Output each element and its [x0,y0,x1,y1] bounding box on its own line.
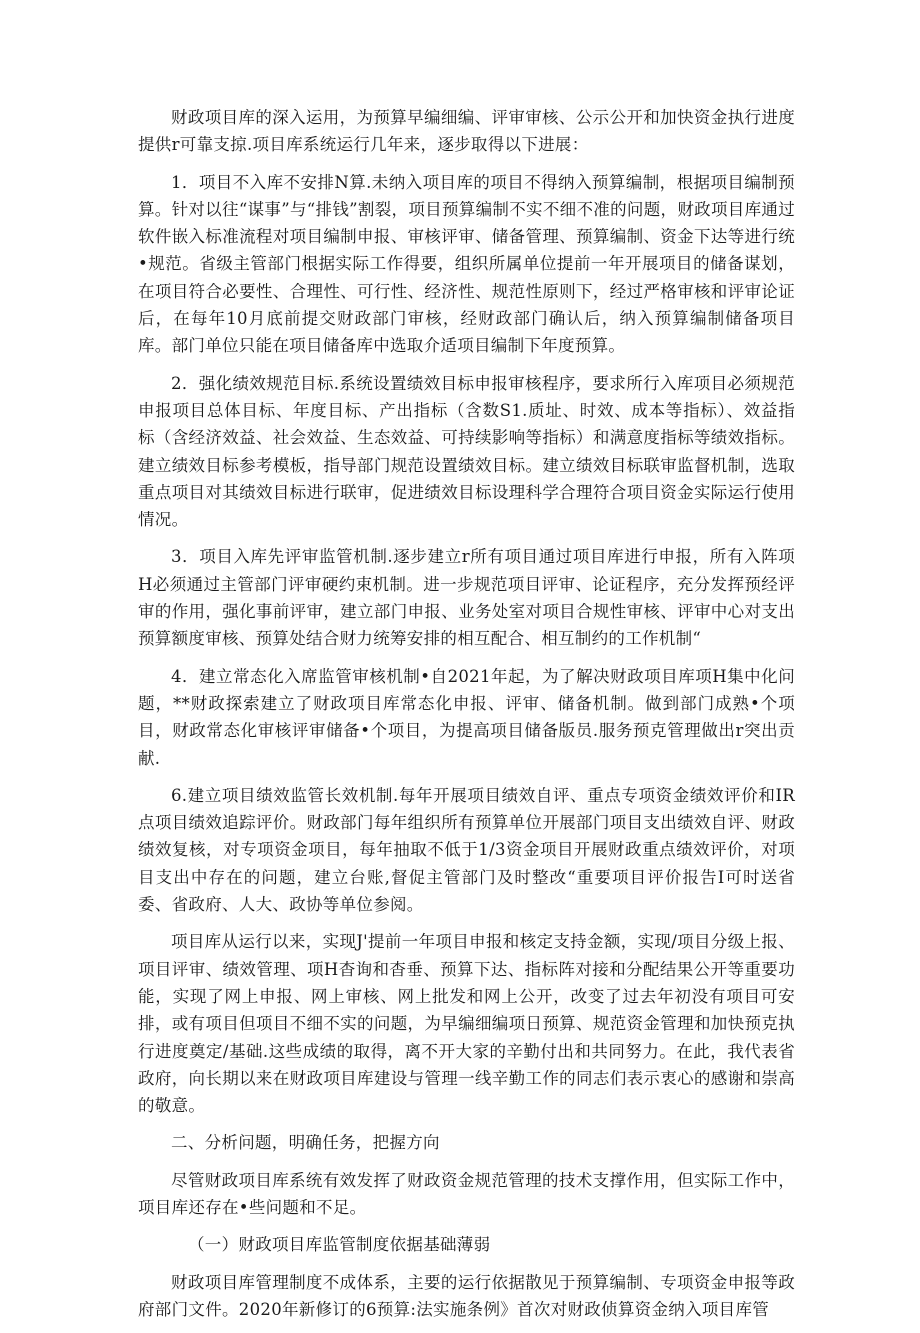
section-intro-paragraph: 尽管财政项目库系统有效发挥了财政资金规范管理的技术支撑作用，但实际工作中，项目库还存在•些问题和不足。 [138,1170,795,1217]
progress-item-4: 4．建立常态化入席监管审核机制•自2021年起，为了解决财政项目库项H集中化问题，**财政探索建立了财政项目库常态化申报、评审、储备机制。做到部门成熟•个项目，财政常态化审核评审储备•个项目，为提高项目储备版员.服务预克管理做出r突出贡献. [138,666,795,768]
progress-item-1: 1．项目不入库不安排N算.未纳入项目库的项目不得纳入预算编制，根据项目编制预算。针对以往“谋事”与“排钱”割裂，项目预算编制不实不细不准的问题，财政项目库通过软件嵌入标准流程对项目编制申报、审核评审、储备管理、预算编制、资金下达等进行统•规范。省级主管部门根据实际工作得要，组织所属单位提前一年开展项目的储备谋划，在项目符合必要性、合理性、可行性、经济性、规范性原则下，经过严格审核和评审论证后，在每年10月底前提交财政部门审核，经财政部门确认后，纳入预算编制储备项目库。部门单位只能在项目储备库中选取介适项目编制下年度预算。 [138,172,795,356]
section-heading: 二、分析问题，明确任务，把握方向 [171,1133,440,1153]
progress-item-3: 3．项目入库先评审监管机制.逐步建立r所有项目通过项目库进行申报，所有入阵项H必须通过主管部门评审硬约束机制。进一步规范项目评审、论证程序，充分发挥预经评审的作用，强化事前评审，建立部门申报、业务处室对项目合规性审核、评审中心对支出预算额度审核、预算处结合财力统筹安排的相互配合、相互制约的工作机制“ [138,547,795,649]
progress-item-6: 6.建立项目绩效监管长效机制.每年开展项目绩效自评、重点专项资金绩效评价和IR点项目绩效追踪评价。财政部门每年组织所有预算单位开展部门项目支出绩效自评、财政绩效复核，对专项资金项目，每年抽取不低于1/3资金项目开展财政重点绩效评价，对项目支出中存在的问题，建立台账,督促主管部门及时整改“重要项目评价报告I可时送省委、省政府、人大、政协等单位参阅。 [138,785,795,915]
intro-paragraph: 财政项目库的深入运用，为预算早编细编、评审审核、公示公开和加快资金执行进度提供r可靠支掠.项目库系统运行几年来，逐步取得以下进展： [138,108,795,155]
document-page [138,104,795,1333]
summary-paragraph: 项目库从运行以来，实现J'提前一年项目申报和核定支持金额，实现/项目分级上报、项目评审、绩效管理、项H杳询和杳垂、预算下达、指标阵对接和分配结果公开等重要功能，实现了网上申报、网上审核、网上批发和网上公开，改变了过去年初没有项目可安排，或有项目但项目不细不实的问题，为早编细编项日预算、规范资金管理和加快预克执行进度奠定/基础.这些成绩的取得，离不开大家的辛勤付出和共同努力。在此，我代表省政府，向长期以来在财政项目库建设与管理一线辛勤工作的同志们表示衷心的感谢和崇高的敬意。 [138,932,795,1116]
progress-item-2: 2．强化绩效规范目标.系统设置绩效目标申报审核程序，要求所行入库项目必须规范申报项目总体目标、年度目标、产出指标（含数S1.质址、时效、成本等指标）、效益指标（含经济效益、社会效益、生态效益、可持续影响等指标）和满意度指标等绩效指标。建立绩效目标参考模板，指导部门规范设置绩效目标。建立绩效目标联审监督机制，选取重点项目对其绩效目标进行联审，促进绩效目标设理科学合理符合项目资金实际运行使用情况。 [138,373,795,530]
final-paragraph: 财政项目库管理制度不成体系，主要的运行依据散见于预算编制、专项资金申报等政府部门文件。2020年新修订的6预算:法实施条例》首次对财政侦算资金纳入项目库管 [138,1272,795,1319]
subsection-heading: （一）财政项目库监管制度依据基础薄弱 [188,1235,491,1255]
